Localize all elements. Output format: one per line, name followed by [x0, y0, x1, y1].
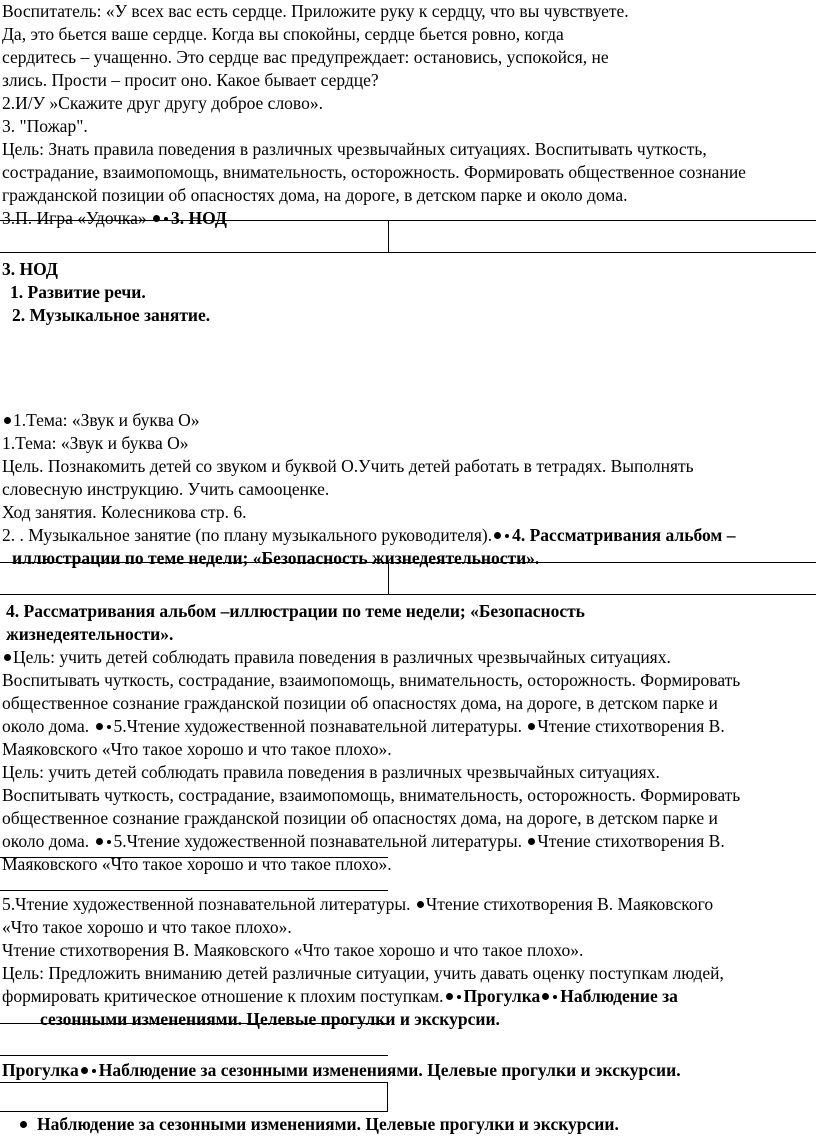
- music-line: 2. . Музыкальное занятие (по плану музыкального руководителя). 4. Рассматривания альбом –: [2, 525, 736, 545]
- bullet-icon: [96, 723, 103, 730]
- album-a3: общественное сознание гражданской позиции об опасностях дома, на дороге, в детском парке и: [2, 693, 718, 713]
- reading-line-2: «Что такое хорошо и что такое плохо».: [2, 917, 292, 937]
- album-b1: Цель: учить детей соблюдать правила поведения в различных чрезвычайных ситуациях.: [2, 762, 660, 782]
- table-row: [0, 220, 816, 253]
- bullet-icon: [528, 723, 535, 730]
- bullet-icon: [494, 532, 501, 539]
- bullet-icon: [457, 995, 461, 999]
- walk-line-2: Наблюдение за сезонными изменениями. Целевые прогулки и экскурсии.: [18, 1113, 619, 1136]
- bullet-icon: [107, 725, 111, 729]
- bullet-icon: [553, 995, 557, 999]
- album-b3: общественное сознание гражданской позиции об опасностях дома, на дороге, в детском парке и: [2, 808, 718, 828]
- intro-line-8: сострадание, взаимопомощь, внимательность, осторожность. Формировать общественное сознание: [2, 162, 746, 182]
- empty-cell: [0, 1082, 388, 1112]
- album-b5: Маяковского «Что такое хорошо и что такое плохо».: [2, 854, 392, 874]
- intro-line-7: Цель: Знать правила поведения в различных чрезвычайных ситуациях. Воспитывать чуткость,: [2, 139, 707, 159]
- bullet-icon: [4, 654, 11, 661]
- bullet-icon: [542, 993, 549, 1000]
- album-a2: Воспитывать чуткость, сострадание, взаимопомощь, внимательность, осторожность. Формировать: [2, 670, 741, 690]
- bullet-icon: [4, 417, 11, 424]
- album-title-1: 4. Рассматривания альбом –иллюстрации по теме недели; «Безопасность: [6, 601, 585, 621]
- divider: [0, 1055, 388, 1056]
- album-a5: Маяковского «Что такое хорошо и что такое плохо».: [2, 739, 392, 759]
- goal-line-2: словесную инструкцию. Учить самооценке.: [2, 479, 330, 499]
- intro-line-4: злись. Прости – просит оно. Какое бывает сердце?: [2, 70, 379, 90]
- album-title-2: жизнедеятельности».: [6, 624, 174, 644]
- nod-item-1: 1. Развитие речи.: [10, 282, 146, 302]
- course-line: Ход занятия. Колесникова стр. 6.: [2, 502, 247, 522]
- album-a1: Цель: учить детей соблюдать правила поведения в различных чрезвычайных ситуациях.: [2, 646, 671, 669]
- next-line: иллюстрации по теме недели; «Безопасность жизнедеятельности».: [12, 548, 540, 568]
- intro-line-2: Да, это бьется ваше сердце. Когда вы спокойны, сердце бьется ровно, когда: [2, 24, 564, 44]
- theme-bullet-line: 1.Тема: «Звук и буква О»: [2, 409, 199, 432]
- nod-title: 3. НОД: [2, 259, 58, 279]
- table-row: [0, 562, 816, 595]
- bullet-icon: [107, 840, 111, 844]
- divider: [0, 1023, 388, 1024]
- bullet-icon: [417, 901, 424, 908]
- intro-line-1: Воспитатель: «У всех вас есть сердце. Приложите руку к сердцу, что вы чувствуете.: [2, 1, 629, 21]
- bullet-icon: [505, 534, 509, 538]
- bullet-icon: [81, 1067, 88, 1074]
- reading-line-5: формировать критическое отношение к плохим поступкам. Прогулка Наблюдение за: [2, 986, 678, 1006]
- album-b2: Воспитывать чуткость, сострадание, взаимопомощь, внимательность, осторожность. Формировать: [2, 785, 741, 805]
- reading-line-3: Чтение стихотворения В. Маяковского «Что такое хорошо и что такое плохо».: [2, 940, 584, 960]
- divider: [0, 890, 388, 891]
- bullet-icon: [92, 1069, 96, 1073]
- intro-line-6: 3. "Пожар".: [2, 116, 88, 136]
- bullet-icon: [96, 838, 103, 845]
- goal-line-1: Цель. Познакомить детей со звуком и буквой О.Учить детей работать в тетрадях. Выполнять: [2, 456, 694, 476]
- bullet-icon: [528, 838, 535, 845]
- intro-line-3: сердитесь – учащенно. Это сердце вас предупреждает: остановись, успокойся, не: [2, 47, 609, 67]
- reading-line-6: сезонными изменениями. Целевые прогулки и экскурсии.: [40, 1009, 500, 1029]
- bullet-icon: [446, 993, 453, 1000]
- album-b4: около дома. 5.Чтение художественной познавательной литературы. Чтение стихотворения В.: [2, 831, 725, 851]
- walk-line-1: Прогулка Наблюдение за сезонными изменениями. Целевые прогулки и экскурсии.: [2, 1060, 681, 1080]
- intro-line-10: 3.П. Игра «Удочка» 3. НОД: [2, 208, 227, 228]
- album-a4: около дома. 5.Чтение художественной познавательной литературы. Чтение стихотворения В.: [2, 716, 725, 736]
- intro-line-5: 2.И/У »Скажите друг другу доброе слово».: [2, 93, 323, 113]
- theme-line: 1.Тема: «Звук и буква О»: [2, 433, 189, 453]
- reading-line-1: 5.Чтение художественной познавательной литературы. Чтение стихотворения В. Маяковского: [2, 894, 714, 914]
- intro-line-9: гражданской позиции об опасностях дома, на дороге, в детском парке и около дома.: [2, 185, 628, 205]
- nod-item-2: 2. Музыкальное занятие.: [12, 305, 211, 325]
- reading-line-4: Цель: Предложить вниманию детей различные ситуации, учить давать оценку поступкам людей,: [2, 963, 724, 983]
- bullet-icon: [20, 1121, 27, 1128]
- divider: [0, 857, 388, 858]
